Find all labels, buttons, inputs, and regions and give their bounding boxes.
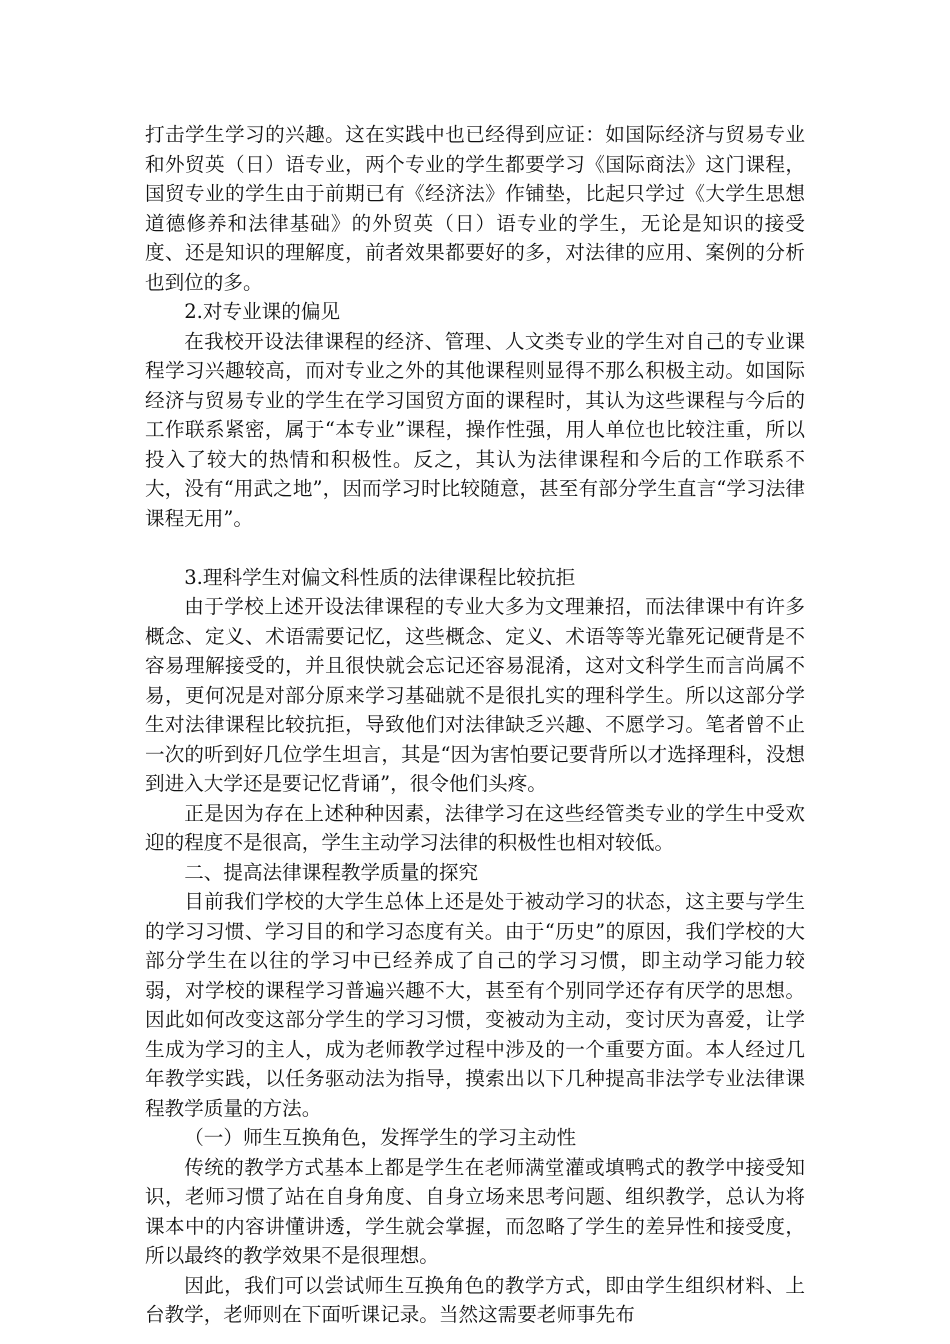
paragraph-role-exchange-method: 因此，我们可以尝试师生互换角色的教学方式，即由学生组织材料、上台教学，老师则在下面听课记录。当然这需要老师事先布 [145,1273,805,1326]
subheading-role-exchange: （一）师生互换角色，发挥学生的学习主动性 [184,1126,577,1149]
paragraph-passive-learning: 目前我们学校的大学生总体上还是处于被动学习的状态，这主要与学生的学习习惯、学习目的和学习态度有关。由于“历史”的原因，我们学校的大部分学生在以往的学习中已经养成了自己的学习习惯，即主动学习能力较弱，对学校的课程学习普遍兴趣不大，甚至有个别同学还存有厌学的思想。因此如何改变这部分学生的学习习惯，变被动为主动，变讨厌为喜爱，让学生成为学习的主人，成为老师教学过程中涉及的一个重要方面。本人经过几年教学实践，以任务驱动法为指导，摸索出以下几种提高非法学专业法律课程教学质量的方法。 [145,890,805,1120]
subheading-science-students-resistance: 3.理科学生对偏文科性质的法律课程比较抗拒 [184,565,576,589]
paragraph-traditional-teaching: 传统的教学方式基本上都是学生在老师满堂灌或填鸭式的教学中接受知识，老师习惯了站在自身角度、自身立场来思考问题、组织教学，总认为将课本中的内容讲懂讲透，学生就会掌握，而忽略了学生的差异性和接受度，所以最终的教学效果不是很理想。 [145,1155,805,1267]
paragraph-continuation: 打击学生学习的兴趣。这在实践中也已经得到应证：如国际经济与贸易专业和外贸英（日）语专业，两个专业的学生都要学习《国际商法》这门课程，国贸专业的学生由于前期已有《经济法》作铺垫，比起只学过《大学生思想道德修养和法律基础》的外贸英（日）语专业的学生，无论是知识的接受度、还是知识的理解度，前者效果都要好的多，对法律的应用、案例的分析也到位的多。 [145,123,805,294]
section-heading-teaching-quality: 二、提高法律课程教学质量的探究 [184,860,479,884]
subheading-prejudice-against-major-courses: 2.对专业课的偏见 [184,300,341,323]
paragraph-science-students: 由于学校上述开设法律课程的专业大多为文理兼招，而法律课中有许多概念、定义、术语需要记忆，这些概念、定义、术语等等光靠死记硬背是不容易理解接受的，并且很快就会忘记还容易混淆，这对文科学生而言尚属不易，更何况是对部分原来学习基础就不是很扎实的理科学生。所以这部分学生对法律课程比较抗拒，导致他们对法律缺乏兴趣、不愿学习。笔者曾不止一次的听到好几位学生坦言，其是“因为害怕要记要背所以才选择理科，没想到进入大学还是要记忆背诵”，很令他们头疼。 [145,595,805,795]
paragraph-major-course-bias: 在我校开设法律课程的经济、管理、人文类专业的学生对自己的专业课程学习兴趣较高，而对专业之外的其他课程则显得不那么积极主动。如国际经济与贸易专业的学生在学习国贸方面的课程时，其认为这些课程与今后的工作联系紧密，属于“本专业”课程，操作性强，用人单位也比较注重，所以投入了较大的热情和积极性。反之，其认为法律课程和今后的工作联系不大，没有“用武之地”，因而学习时比较随意，甚至有部分学生直言“学习法律课程无用”。 [145,329,805,530]
document-body [145,120,805,1330]
paragraph-summary-factors: 正是因为存在上述种种因素，法律学习在这些经管类专业的学生中受欢迎的程度不是很高，学生主动学习法律的积极性也相对较低。 [145,801,805,854]
